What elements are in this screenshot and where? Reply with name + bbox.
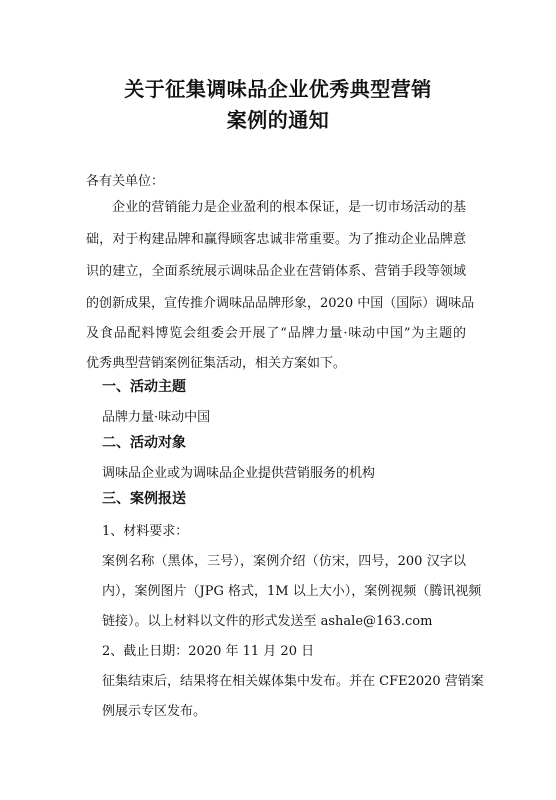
document-title-line-1: 关于征集调味品企业优秀典型营销: [124, 77, 432, 101]
section-heading: 一、活动主题: [102, 379, 186, 395]
material-requirements-line: 内），案例图片（JPG 格式，1M 以上大小），案例视频（腾讯视频: [102, 584, 482, 599]
intro-line: 企业的营销能力是企业盈利的根本保证，是一切市场活动的基: [112, 200, 466, 215]
deadline: 2、截止日期：2020 年 11 月 20 日: [102, 644, 315, 659]
document-title-line-2: 案例的通知: [226, 108, 330, 132]
section-heading: 二、活动对象: [102, 435, 186, 451]
intro-line: 础，对于构建品牌和赢得顾客忠诚非常重要。为了推动企业品牌意: [86, 232, 466, 247]
intro-line: 识的建立，全面系统展示调味品企业在营销体系、营销手段等领域: [86, 264, 466, 279]
material-requirements-label: 1、材料要求：: [102, 524, 189, 539]
section-heading: 三、案例报送: [102, 491, 186, 507]
material-requirements-line: 案例名称（黑体，三号），案例介绍（仿宋，四号，200 汉字以: [102, 554, 466, 569]
closing-line: 例展示专区发布。: [102, 704, 207, 719]
intro-line: 的创新成果，宣传推介调味品品牌形象，2020 中国（国际）调味品: [86, 296, 475, 311]
section-content: 品牌力量·味动中国: [102, 410, 211, 425]
intro-line: 优秀典型营销案例征集活动，相关方案如下。: [86, 356, 347, 371]
section-content: 调味品企业或为调味品企业提供营销服务的机构: [102, 466, 376, 481]
salutation: 各有关单位：: [86, 174, 165, 189]
closing-line: 征集结束后，结果将在相关媒体集中发布。并在 CFE2020 营销案: [102, 674, 484, 689]
intro-line: 及食品配料博览会组委会开展了“品牌力量·味动中国”为主题的: [86, 326, 466, 341]
material-requirements-line: 链接）。以上材料以文件的形式发送至 ashale@163.com: [102, 614, 433, 629]
